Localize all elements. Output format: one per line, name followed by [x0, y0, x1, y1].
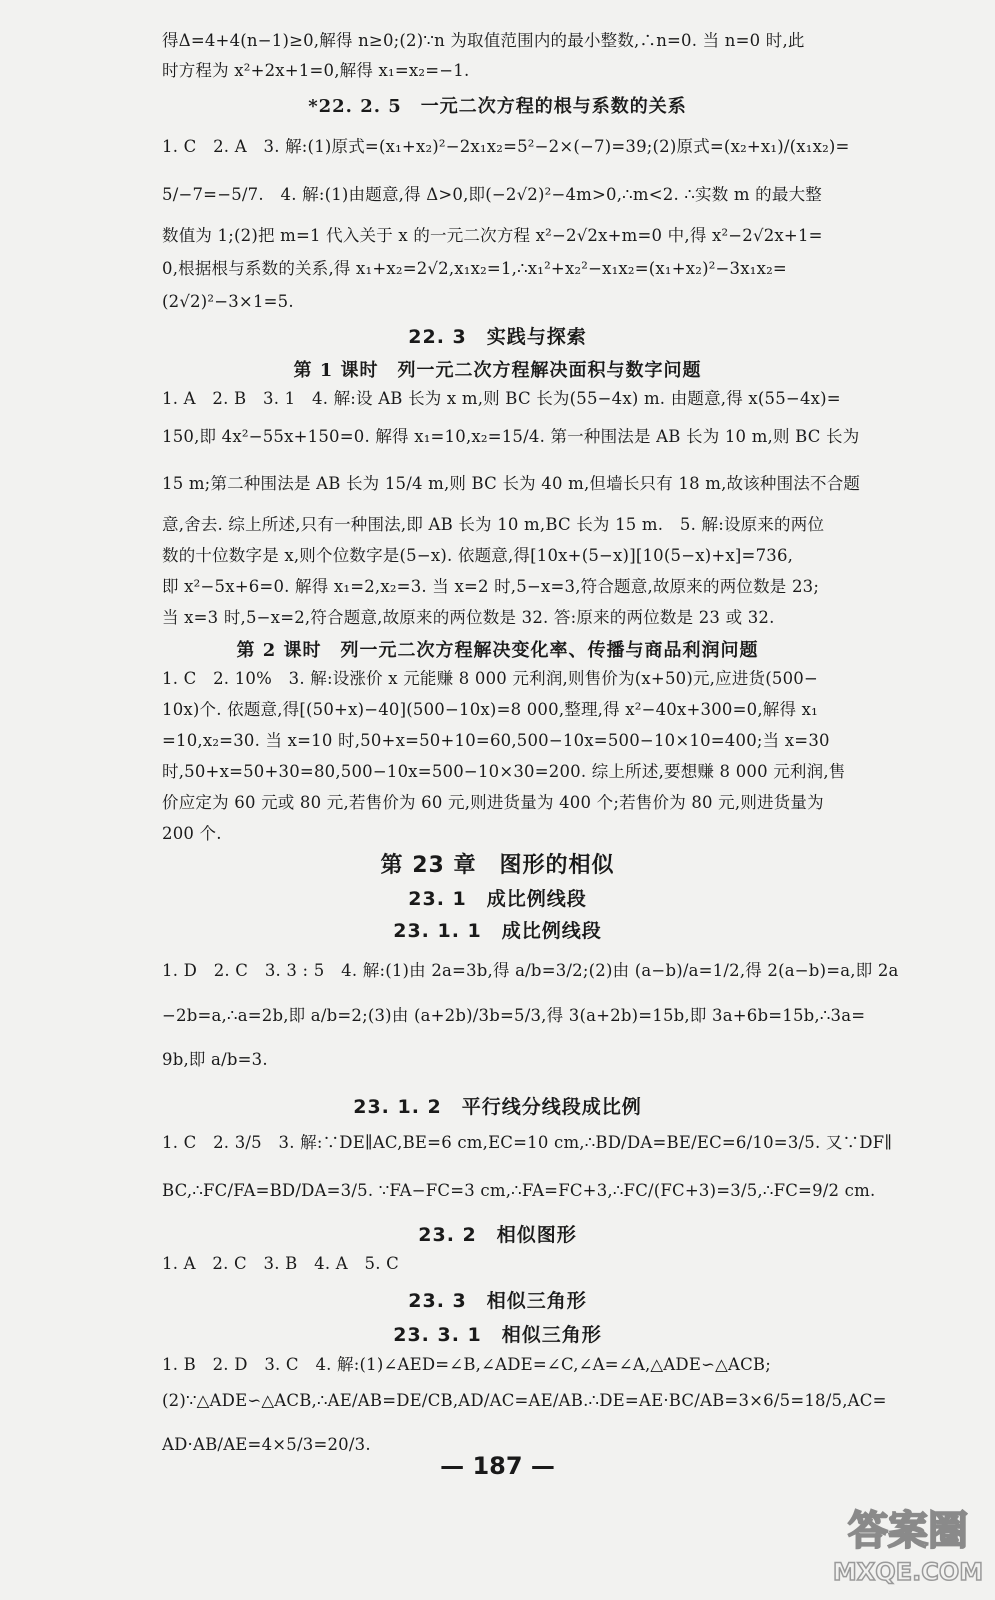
text-line: (2√2)²−3×1=5. — [162, 292, 294, 311]
text-line: 1. A 2. C 3. B 4. A 5. C — [162, 1254, 399, 1273]
text-line: 当 x=3 时,5−x=2,符合题意,故原来的两位数是 32. 答:原来的两位数是 23 或 32. — [162, 608, 775, 627]
text-line: 意,舍去. 综上所述,只有一种围法,即 AB 长为 10 m,BC 长为 15 m. 5. 解:设原来的两位 — [162, 515, 825, 534]
text-line: 得Δ=4+4(n−1)≥0,解得 n≥0;(2)∵n 为取值范围内的最小整数,∴n=0. 当 n=0 时,此 — [162, 31, 805, 50]
section-heading: 22. 3 实践与探索 — [408, 326, 587, 348]
text-line: −2b=a,∴a=2b,即 a/b=2;(3)由 (a+2b)/3b=5/3,得 3(a+2b)=15b,即 3a+6b=15b,∴3a= — [162, 1006, 866, 1025]
text-line: 1. B 2. D 3. C 4. 解:(1)∠AED=∠B,∠ADE=∠C,∠A=∠A,△ADE∽△ACB; — [162, 1355, 772, 1374]
chapter-heading: 第 23 章 图形的相似 — [380, 853, 615, 878]
subsection-heading: 23. 1. 1 成比例线段 — [393, 920, 602, 942]
text-line: AD·AB/AE=4×5/3=20/3. — [162, 1435, 371, 1454]
text-line: 时,50+x=50+30=80,500−10x=500−10×30=200. 综上所述,要想赚 8 000 元利润,售 — [162, 762, 846, 781]
text-line: 1. C 2. A 3. 解:(1)原式=(x₁+x₂)²−2x₁x₂=5²−2×(−7)=39;(2)原式=(x₂+x₁)/(x₁x₂)= — [162, 137, 850, 156]
text-line: (2)∵△ADE∽△ACB,∴AE/AB=DE/CB,AD/AC=AE/AB.∴DE=AE·BC/AB=3×6/5=18/5,AC= — [162, 1391, 887, 1410]
text-line: =10,x₂=30. 当 x=10 时,50+x=50+10=60,500−10x=500−10×10=400;当 x=30 — [162, 731, 830, 750]
section-heading: 23. 2 相似图形 — [418, 1224, 577, 1246]
subsection-heading: 23. 1. 2 平行线分线段成比例 — [353, 1096, 642, 1118]
text-line: 价应定为 60 元或 80 元,若售价为 60 元,则进货量为 400 个;若售价为 80 元,则进货量为 — [162, 793, 824, 812]
text-line: 0,根据根与系数的关系,得 x₁+x₂=2√2,x₁x₂=1,∴x₁²+x₂²−x₁x₂=(x₁+x₂)²−3x₁x₂= — [162, 259, 787, 278]
text-line: 5/−7=−5/7. 4. 解:(1)由题意,得 Δ>0,即(−2√2)²−4m>0,∴m<2. ∴实数 m 的最大整 — [162, 185, 822, 204]
text-line: 时方程为 x²+2x+1=0,解得 x₁=x₂=−1. — [162, 61, 470, 80]
watermark-bottom-text: MXQE.COM — [833, 1558, 983, 1586]
text-line: 150,即 4x²−55x+150=0. 解得 x₁=10,x₂=15/4. 第一种围法是 AB 长为 10 m,则 BC 长为 — [162, 427, 860, 446]
text-line: 1. C 2. 10% 3. 解:设涨价 x 元能赚 8 000 元利润,则售价为(x+50)元,应进货(500− — [162, 669, 818, 688]
text-line: 1. D 2. C 3. 3 : 5 4. 解:(1)由 2a=3b,得 a/b=3/2;(2)由 (a−b)/a=1/2,得 2(a−b)=a,即 2a — [162, 961, 899, 980]
watermark-logo — [833, 1500, 983, 1592]
page-number: — 187 — — [440, 1452, 555, 1480]
text-line: 数值为 1;(2)把 m=1 代入关于 x 的一元二次方程 x²−2√2x+m=0 中,得 x²−2√2x+1= — [162, 226, 823, 245]
watermark-icon — [833, 1500, 983, 1592]
section-heading: 23. 1 成比例线段 — [408, 888, 587, 910]
text-line: 9b,即 a/b=3. — [162, 1050, 268, 1069]
text-line: 10x)个. 依题意,得[(50+x)−40](500−10x)=8 000,整理,得 x²−40x+300=0,解得 x₁ — [162, 700, 818, 719]
watermark-top-text: 答案圈 — [848, 1508, 968, 1554]
section-heading: *22. 2. 5 一元二次方程的根与系数的关系 — [308, 96, 687, 117]
lesson-heading: 第 1 课时 列一元二次方程解决面积与数字问题 — [293, 360, 702, 381]
text-line: 即 x²−5x+6=0. 解得 x₁=2,x₂=3. 当 x=2 时,5−x=3,符合题意,故原来的两位数是 23; — [162, 577, 820, 596]
text-line: 15 m;第二种围法是 AB 长为 15/4 m,则 BC 长为 40 m,但墙长只有 18 m,故该种围法不合题 — [162, 474, 861, 493]
section-heading: 23. 3 相似三角形 — [408, 1290, 587, 1312]
text-line: 1. A 2. B 3. 1 4. 解:设 AB 长为 x m,则 BC 长为(55−4x) m. 由题意,得 x(55−4x)= — [162, 389, 841, 408]
text-line: 数的十位数字是 x,则个位数字是(5−x). 依题意,得[10x+(5−x)][10(5−x)+x]=736, — [162, 546, 794, 565]
text-line: 200 个. — [162, 824, 222, 843]
text-line: BC,∴FC/FA=BD/DA=3/5. ∵FA−FC=3 cm,∴FA=FC+3,∴FC/(FC+3)=3/5,∴FC=9/2 cm. — [162, 1181, 876, 1200]
subsection-heading: 23. 3. 1 相似三角形 — [393, 1324, 602, 1346]
lesson-heading: 第 2 课时 列一元二次方程解决变化率、传播与商品利润问题 — [236, 640, 759, 661]
text-line: 1. C 2. 3/5 3. 解:∵DE∥AC,BE=6 cm,EC=10 cm,∴BD/DA=BE/EC=6/10=3/5. 又∵DF∥ — [162, 1133, 893, 1152]
